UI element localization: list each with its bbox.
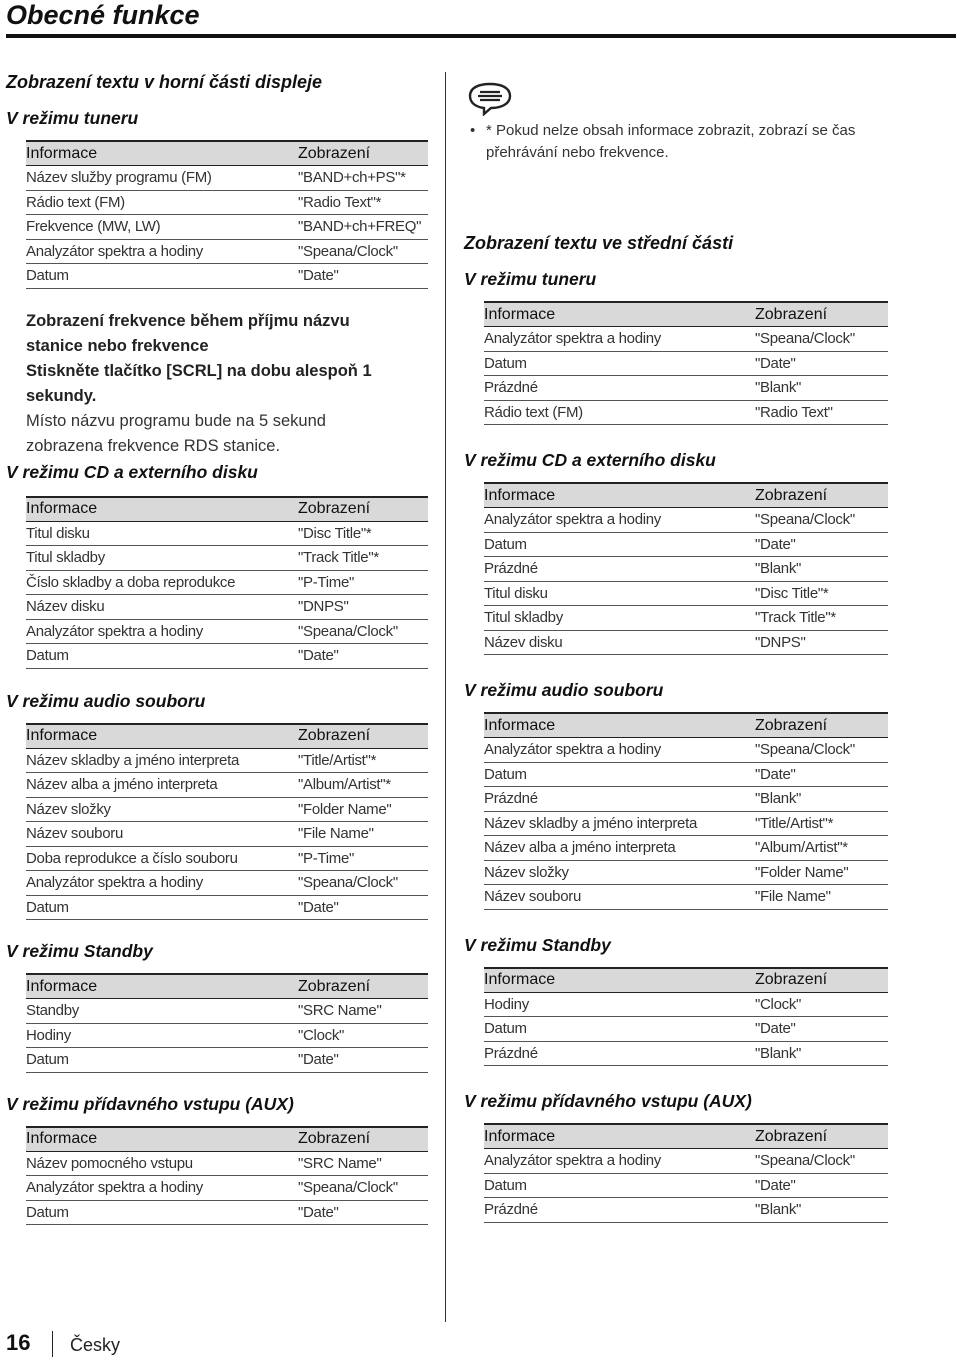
info-cell: Analyzátor spektra a hodiny — [26, 619, 298, 644]
table-row — [484, 327, 888, 352]
display-cell: "SRC Name" — [298, 999, 428, 1024]
table-row — [484, 557, 888, 582]
display-cell: "Date" — [755, 1173, 888, 1198]
table-row — [484, 1173, 888, 1198]
freq-note-desc-2: zobrazena frekvence RDS stanice. — [26, 436, 281, 455]
col-zobrazeni: Zobrazení — [298, 974, 428, 999]
col-zobrazeni: Zobrazení — [755, 1124, 888, 1149]
info-cell: Název disku — [484, 630, 755, 655]
table-row — [484, 860, 888, 885]
table-row — [26, 190, 428, 215]
info-cell: Datum — [484, 1017, 755, 1042]
display-cell: "Speana/Clock" — [298, 239, 428, 264]
info-cell: Název souboru — [26, 822, 298, 847]
table-row — [26, 773, 428, 798]
footer-language: Česky — [70, 1335, 121, 1355]
top-display-heading: Zobrazení textu v horní části displeje — [6, 72, 323, 92]
table-row — [484, 508, 888, 533]
col-zobrazeni: Zobrazení — [298, 724, 428, 749]
info-cell: Datum — [26, 895, 298, 920]
table-row — [26, 215, 428, 240]
col-zobrazeni: Zobrazení — [298, 497, 428, 522]
col-zobrazeni: Zobrazení — [755, 302, 888, 327]
display-cell: "Date" — [755, 1017, 888, 1042]
col-informace: Informace — [484, 1124, 755, 1149]
table-row — [26, 1048, 428, 1073]
left-standby-table — [26, 973, 428, 1073]
col-zobrazeni: Zobrazení — [755, 968, 888, 993]
right-tuner-heading: V režimu tuneru — [464, 269, 597, 289]
info-cell: Datum — [484, 1173, 755, 1198]
freq-note-title-2: stanice nebo frekvence — [26, 336, 209, 355]
display-cell: "Clock" — [755, 992, 888, 1017]
note-bullet: • — [470, 122, 476, 139]
info-cell: Doba reprodukce a číslo souboru — [26, 846, 298, 871]
right-aux-table — [484, 1123, 888, 1223]
right-tuner-table — [484, 301, 888, 425]
display-cell: "Blank" — [755, 787, 888, 812]
right-cd-heading: V režimu CD a externího disku — [464, 450, 716, 470]
left-standby-heading: V režimu Standby — [6, 941, 153, 961]
table-row — [26, 264, 428, 289]
info-cell: Analyzátor spektra a hodiny — [26, 1176, 298, 1201]
right-standby-table — [484, 967, 888, 1067]
table-row — [26, 521, 428, 546]
display-cell: "SRC Name" — [298, 1151, 428, 1176]
col-informace: Informace — [26, 497, 298, 522]
display-cell: "Radio Text" — [755, 400, 888, 425]
table-row — [26, 239, 428, 264]
info-cell: Titul disku — [26, 521, 298, 546]
display-cell: "File Name" — [755, 885, 888, 910]
asterisk-note — [464, 120, 888, 164]
info-cell: Titul skladby — [26, 546, 298, 571]
info-cell: Název disku — [26, 595, 298, 620]
column-divider — [445, 72, 446, 1322]
right-standby-heading: V režimu Standby — [464, 934, 611, 955]
info-cell: Rádio text (FM) — [484, 400, 755, 425]
info-cell: Analyzátor spektra a hodiny — [484, 1149, 755, 1174]
info-cell: Prázdné — [484, 1198, 755, 1223]
info-cell: Datum — [26, 644, 298, 669]
display-cell: "DNPS" — [755, 630, 888, 655]
info-cell: Prázdné — [484, 557, 755, 582]
table-row — [484, 581, 888, 606]
table-row — [484, 738, 888, 763]
info-cell: Analyzátor spektra a hodiny — [26, 871, 298, 896]
table-row — [484, 1198, 888, 1223]
display-cell: "Speana/Clock" — [755, 738, 888, 763]
table-row — [26, 846, 428, 871]
display-cell: "Track Title"* — [755, 606, 888, 631]
table-row — [26, 871, 428, 896]
col-informace: Informace — [484, 302, 755, 327]
left-tuner-heading: V režimu tuneru — [6, 108, 139, 128]
info-cell: Název alba a jméno interpreta — [26, 773, 298, 798]
display-cell: "Track Title"* — [298, 546, 428, 571]
right-column — [464, 82, 888, 1223]
display-cell: "Radio Text"* — [298, 190, 428, 215]
info-cell: Analyzátor spektra a hodiny — [484, 508, 755, 533]
note-icon — [464, 82, 520, 116]
table-row — [26, 1023, 428, 1048]
display-cell: "Speana/Clock" — [298, 871, 428, 896]
right-audio-heading: V režimu audio souboru — [464, 680, 664, 700]
table-row — [26, 748, 428, 773]
display-cell: "Date" — [755, 762, 888, 787]
info-cell: Prázdné — [484, 787, 755, 812]
table-row — [484, 811, 888, 836]
info-cell: Datum — [26, 1200, 298, 1225]
info-cell: Název alba a jméno interpreta — [484, 836, 755, 861]
display-cell: "Disc Title"* — [298, 521, 428, 546]
col-zobrazeni: Zobrazení — [755, 713, 888, 738]
info-cell: Název složky — [26, 797, 298, 822]
page-number: 16 — [6, 1330, 31, 1355]
info-cell: Analyzátor spektra a hodiny — [484, 738, 755, 763]
table-row — [26, 999, 428, 1024]
right-aux-heading: V režimu přídavného vstupu (AUX) — [464, 1091, 752, 1111]
note-text: * Pokud nelze obsah informace zobrazit, zobrazí se čas přehrávání nebo frekvence. — [486, 122, 856, 161]
info-cell: Datum — [484, 351, 755, 376]
display-cell: "Speana/Clock" — [298, 1176, 428, 1201]
col-zobrazeni: Zobrazení — [755, 483, 888, 508]
display-cell: "Clock" — [298, 1023, 428, 1048]
col-informace: Informace — [484, 483, 755, 508]
col-zobrazeni: Zobrazení — [298, 1127, 428, 1152]
col-informace: Informace — [26, 141, 298, 166]
table-row — [484, 606, 888, 631]
info-cell: Název skladby a jméno interpreta — [26, 748, 298, 773]
info-cell: Standby — [26, 999, 298, 1024]
freq-note-desc-1: Místo názvu programu bude na 5 sekund — [26, 411, 326, 430]
info-cell: Frekvence (MW, LW) — [26, 215, 298, 240]
display-cell: "Date" — [755, 532, 888, 557]
display-cell: "Date" — [298, 895, 428, 920]
info-cell: Hodiny — [484, 992, 755, 1017]
info-cell: Analyzátor spektra a hodiny — [26, 239, 298, 264]
table-row — [26, 546, 428, 571]
display-cell: "Blank" — [755, 1041, 888, 1066]
table-row — [484, 787, 888, 812]
table-row — [484, 351, 888, 376]
table-row — [484, 762, 888, 787]
table-row — [484, 532, 888, 557]
left-aux-heading: V režimu přídavného vstupu (AUX) — [6, 1093, 294, 1114]
col-zobrazeni: Zobrazení — [298, 141, 428, 166]
table-row — [26, 797, 428, 822]
left-cd-table — [26, 496, 428, 669]
table-row — [26, 619, 428, 644]
left-tuner-table — [26, 140, 428, 289]
display-cell: "Album/Artist"* — [298, 773, 428, 798]
table-row — [484, 1017, 888, 1042]
display-cell: "Album/Artist"* — [755, 836, 888, 861]
table-row — [484, 992, 888, 1017]
display-cell: "Speana/Clock" — [755, 508, 888, 533]
info-cell: Hodiny — [26, 1023, 298, 1048]
display-cell: "Date" — [298, 1048, 428, 1073]
table-row — [26, 1200, 428, 1225]
info-cell: Datum — [484, 532, 755, 557]
table-row — [484, 376, 888, 401]
freq-note-title-1: Zobrazení frekvence během příjmu názvu — [26, 311, 350, 330]
info-cell: Název skladby a jméno interpreta — [484, 811, 755, 836]
info-cell: Prázdné — [484, 376, 755, 401]
table-row — [484, 836, 888, 861]
display-cell: "Speana/Clock" — [755, 1149, 888, 1174]
table-row — [484, 885, 888, 910]
info-cell: Datum — [26, 1048, 298, 1073]
display-cell: "P-Time" — [298, 570, 428, 595]
left-column — [6, 60, 428, 1225]
left-aux-table — [26, 1126, 428, 1226]
info-cell: Název složky — [484, 860, 755, 885]
display-cell: "DNPS" — [298, 595, 428, 620]
display-cell: "Date" — [298, 1200, 428, 1225]
info-cell: Analyzátor spektra a hodiny — [484, 327, 755, 352]
info-cell: Číslo skladby a doba reprodukce — [26, 570, 298, 595]
frequency-note — [26, 309, 428, 459]
display-cell: "File Name" — [298, 822, 428, 847]
info-cell: Prázdné — [484, 1041, 755, 1066]
info-cell: Název služby programu (FM) — [26, 166, 298, 191]
footer-separator — [52, 1331, 53, 1357]
info-cell: Rádio text (FM) — [26, 190, 298, 215]
col-informace: Informace — [484, 968, 755, 993]
right-cd-table — [484, 482, 888, 655]
display-cell: "BAND+ch+FREQ" — [298, 215, 428, 240]
col-informace: Informace — [26, 724, 298, 749]
display-cell: "P-Time" — [298, 846, 428, 871]
info-cell: Datum — [484, 762, 755, 787]
table-row — [26, 595, 428, 620]
table-row — [26, 822, 428, 847]
display-cell: "Title/Artist"* — [298, 748, 428, 773]
col-informace: Informace — [26, 974, 298, 999]
page-title: Obecné funkce — [6, 0, 200, 30]
table-row — [26, 644, 428, 669]
left-audio-table — [26, 723, 428, 921]
table-row — [26, 1176, 428, 1201]
display-cell: "Date" — [298, 264, 428, 289]
table-row — [484, 630, 888, 655]
col-informace: Informace — [26, 1127, 298, 1152]
info-cell: Datum — [26, 264, 298, 289]
info-cell: Název souboru — [484, 885, 755, 910]
display-cell: "BAND+ch+PS"* — [298, 166, 428, 191]
freq-note-step-2: sekundy. — [26, 386, 97, 405]
title-rule — [6, 34, 956, 38]
display-cell: "Date" — [298, 644, 428, 669]
left-cd-heading: V režimu CD a externího disku — [6, 461, 258, 482]
table-row — [484, 400, 888, 425]
display-cell: "Speana/Clock" — [755, 327, 888, 352]
info-cell: Titul skladby — [484, 606, 755, 631]
table-row — [26, 570, 428, 595]
display-cell: "Folder Name" — [755, 860, 888, 885]
display-cell: "Title/Artist"* — [755, 811, 888, 836]
col-informace: Informace — [484, 713, 755, 738]
display-cell: "Blank" — [755, 376, 888, 401]
right-audio-table — [484, 712, 888, 910]
table-row — [26, 166, 428, 191]
table-row — [26, 895, 428, 920]
mid-display-heading: Zobrazení textu ve střední části — [464, 233, 734, 253]
display-cell: "Folder Name" — [298, 797, 428, 822]
display-cell: "Disc Title"* — [755, 581, 888, 606]
table-row — [484, 1041, 888, 1066]
info-cell: Název pomocného vstupu — [26, 1151, 298, 1176]
display-cell: "Date" — [755, 351, 888, 376]
display-cell: "Blank" — [755, 557, 888, 582]
info-cell: Titul disku — [484, 581, 755, 606]
display-cell: "Speana/Clock" — [298, 619, 428, 644]
table-row — [26, 1151, 428, 1176]
display-cell: "Blank" — [755, 1198, 888, 1223]
table-row — [484, 1149, 888, 1174]
left-audio-heading: V režimu audio souboru — [6, 690, 206, 711]
freq-note-step-1: Stiskněte tlačítko [SCRL] na dobu alespoň 1 — [26, 361, 372, 380]
